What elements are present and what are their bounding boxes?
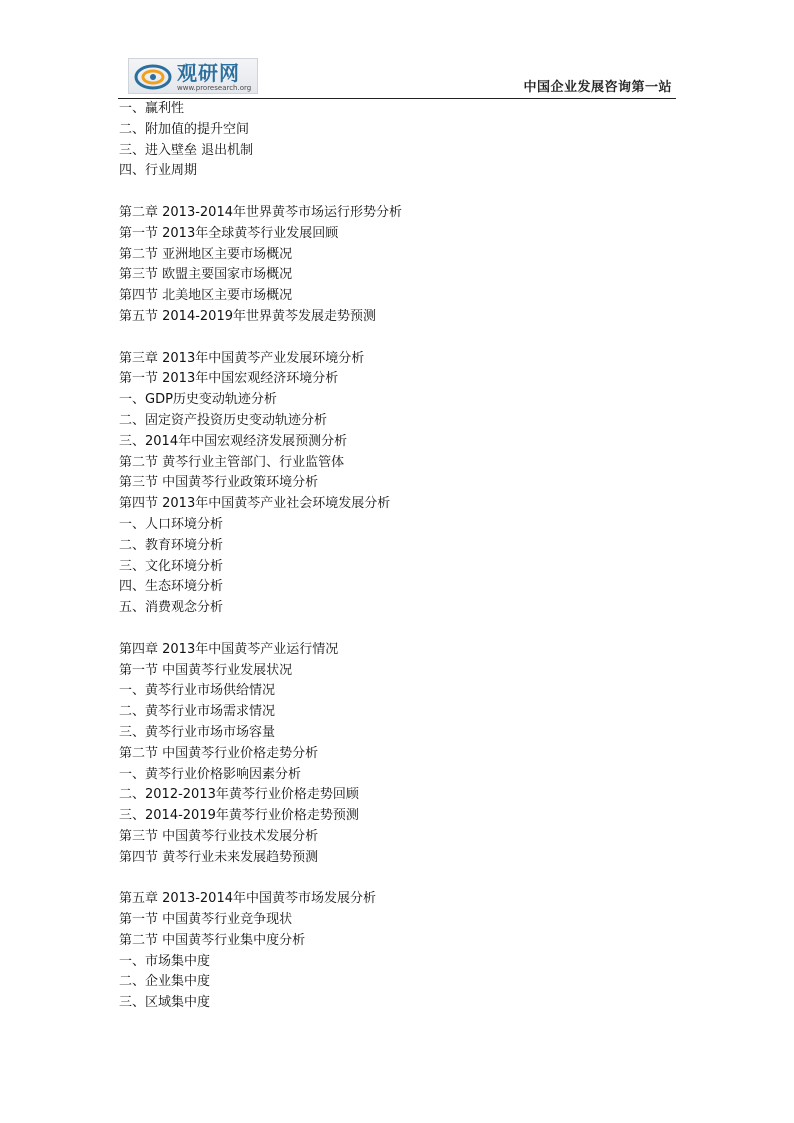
toc-line: 第四章 2013年中国黄芩产业运行情况 [119,641,339,657]
toc-line: 二、黄芩行业市场需求情况 [119,704,276,720]
toc-line: 二、教育环境分析 [119,537,224,553]
logo-url: www.proresearch.org [177,84,252,92]
toc-line: 第五章 2013-2014年中国黄芩市场发展分析 [119,891,376,907]
toc-line: 二、2012-2013年黄芩行业价格走势回顾 [119,787,359,803]
toc-line: 一、赢利性 [119,101,185,116]
section-gap [119,619,679,640]
toc-line: 第二章 2013-2014年世界黄芩市场运行形势分析 [119,204,402,220]
toc-line: 第二节 亚洲地区主要市场概况 [119,246,293,262]
toc-line: 第一节 中国黄芩行业发展状况 [119,662,293,678]
toc-line: 第二节 中国黄芩行业集中度分析 [119,932,306,948]
toc-line: 第二节 黄芩行业主管部门、行业监管体 [119,454,345,470]
toc-line: 一、人口环境分析 [119,516,224,532]
toc-line: 第一节 2013年全球黄芩行业发展回顾 [119,225,339,241]
toc-line: 第一节 中国黄芩行业竞争现状 [119,912,293,928]
section-gap [119,328,679,349]
toc-line: 二、附加值的提升空间 [119,121,250,137]
logo-swirl-icon [133,62,173,92]
page-header [118,56,676,99]
toc-line: 第一节 2013年中国宏观经济环境分析 [119,371,339,387]
toc-line: 一、黄芩行业市场供给情况 [119,683,276,699]
toc-line: 三、文化环境分析 [119,558,224,574]
toc-line: 四、行业周期 [119,163,198,179]
toc-line: 一、市场集中度 [119,953,211,969]
header-tagline: 中国企业发展咨询第一站 [523,80,672,95]
toc-line: 三、黄芩行业市场市场容量 [119,724,276,740]
toc-line: 二、企业集中度 [119,974,211,990]
toc-line: 第三章 2013年中国黄芩产业发展环境分析 [119,350,365,366]
toc-line: 五、消费观念分析 [119,600,224,616]
toc-line: 第四节 北美地区主要市场概况 [119,288,293,304]
table-of-contents [119,99,679,1014]
toc-line: 四、生态环境分析 [119,579,224,595]
site-logo[interactable] [128,58,258,94]
toc-line: 三、区域集中度 [119,995,211,1011]
toc-line: 第三节 欧盟主要国家市场概况 [119,267,293,283]
toc-line: 一、黄芩行业价格影响因素分析 [119,766,302,782]
toc-line: 第三节 中国黄芩行业技术发展分析 [119,828,319,844]
toc-line: 一、GDP历史变动轨迹分析 [119,392,277,408]
toc-line: 三、进入壁垒 退出机制 [119,142,254,158]
toc-line: 三、2014年中国宏观经济发展预测分析 [119,433,348,449]
toc-line: 二、固定资产投资历史变动轨迹分析 [119,412,328,428]
section-gap [119,182,679,203]
logo-text: 观研网 [177,61,240,85]
toc-line: 第五节 2014-2019年世界黄芩发展走势预测 [119,308,376,324]
toc-line: 第四节 黄芩行业未来发展趋势预测 [119,849,319,865]
toc-line: 第二节 中国黄芩行业价格走势分析 [119,745,319,761]
toc-line: 第四节 2013年中国黄芩产业社会环境发展分析 [119,496,391,512]
toc-line: 三、2014-2019年黄芩行业价格走势预测 [119,808,359,824]
section-gap [119,868,679,889]
toc-line: 第三节 中国黄芩行业政策环境分析 [119,475,319,491]
